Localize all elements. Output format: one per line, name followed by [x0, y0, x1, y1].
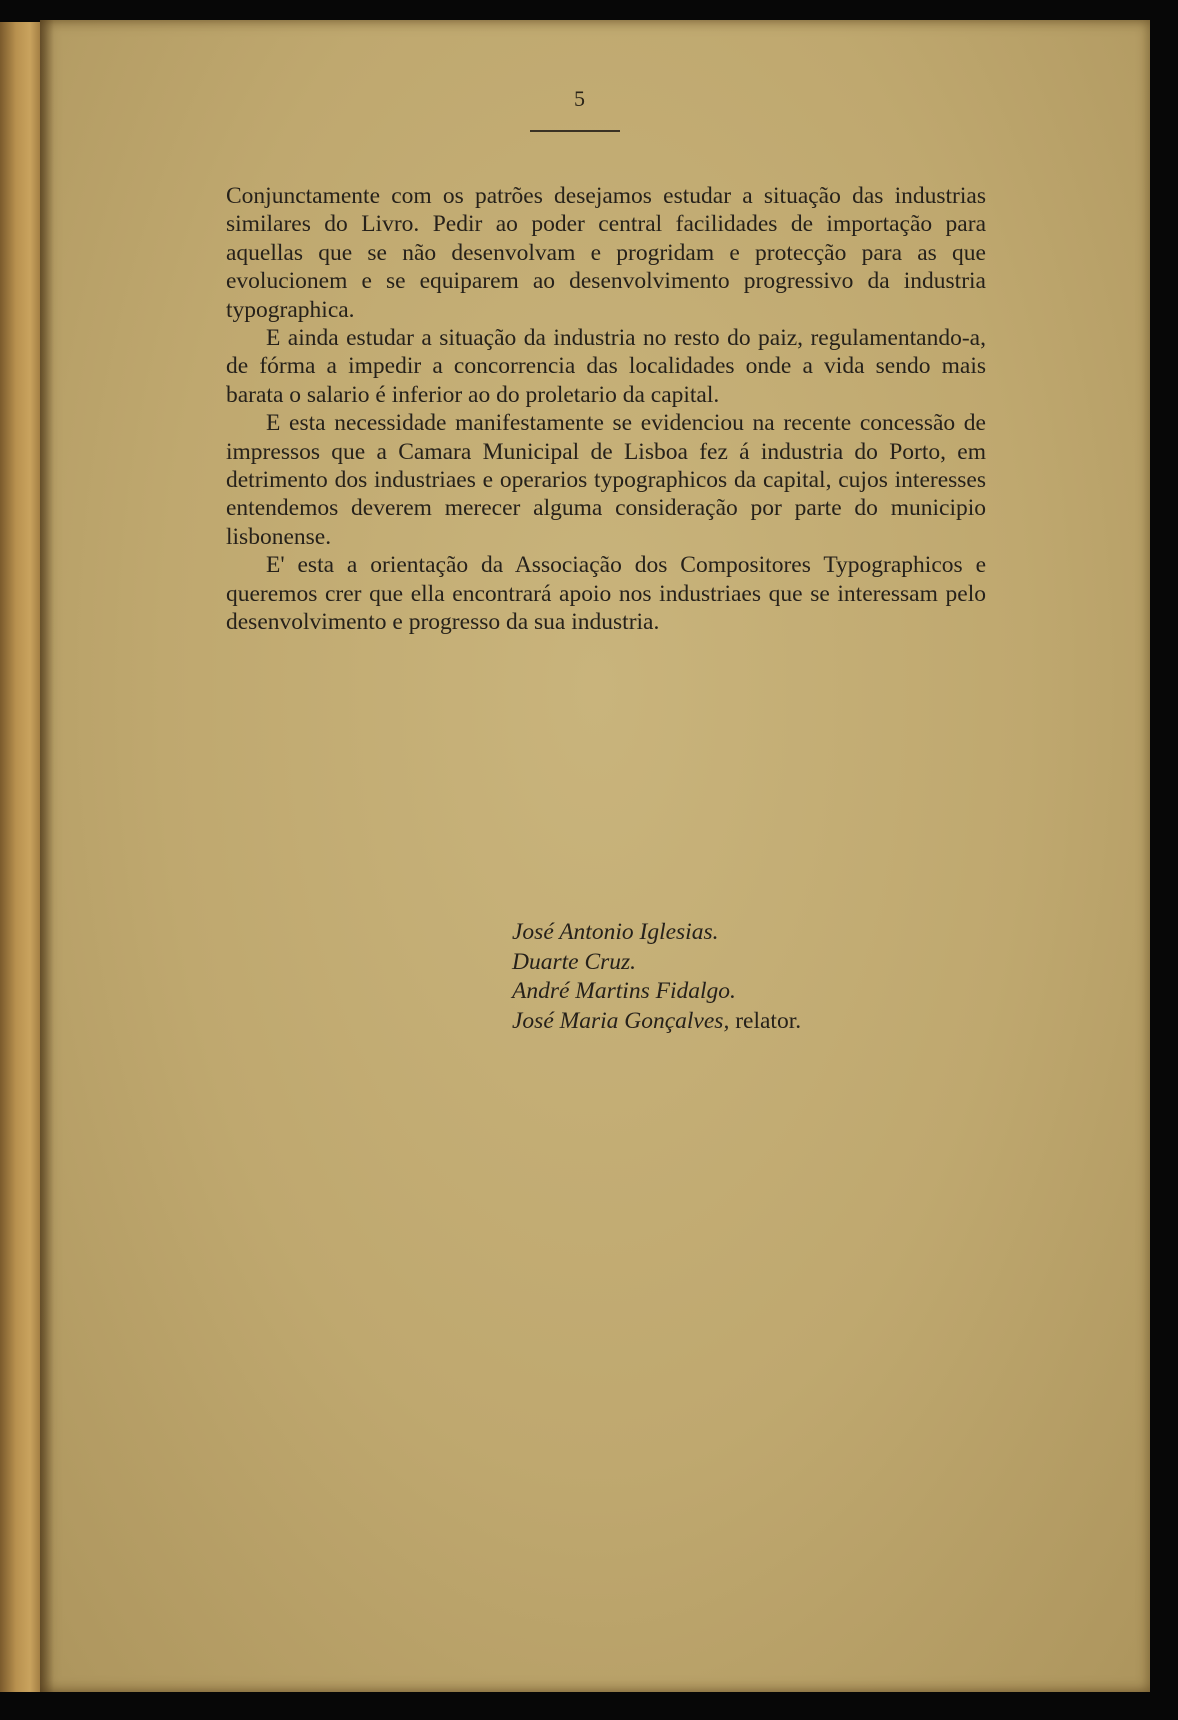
signature-line-1	[512, 918, 801, 948]
signatory-name: Duarte Cruz.	[512, 948, 637, 975]
page-fold-shadow	[40, 20, 54, 1692]
signatory-name: José Maria Gonçalves,	[512, 1007, 730, 1034]
signatory-role: relator.	[735, 1007, 802, 1034]
signature-line-4	[512, 1007, 801, 1037]
body-text	[226, 182, 986, 637]
signature-line-3	[512, 977, 801, 1007]
signature-line-2	[512, 948, 801, 978]
page-number: 5	[574, 86, 585, 111]
paragraph-3: E esta necessidade manifestamente se evidenciou na recente concessão de impressos que a Camara Municipal de Lisboa fez á industria do Porto, em detrimento dos industriaes e operarios typographicos da capital, cujos interesses entendemos deverem merecer alguma consideração por parte do municipio lisbonense.	[226, 410, 986, 550]
signature-block	[512, 918, 801, 1036]
signatory-name: José Antonio Iglesias.	[512, 919, 719, 945]
document-page	[40, 20, 1150, 1692]
page-number-rule	[530, 130, 620, 132]
signatory-name: André Martins Fidalgo.	[512, 978, 736, 1004]
paragraph-4: E' esta a orientação da Associação dos Compositores Typographicos e queremos crer que ella encontrará apoio nos industriaes que se interessam pelo desenvolvimento e progresso da sua industria.	[226, 552, 986, 636]
paragraph-2: E ainda estudar a situação da industria no resto do paiz, regulamentando-a, de fórma a impedir a concorrencia das localidades onde a vida sendo mais barata o salario é inferior ao do proletario da capital.	[226, 325, 986, 408]
paragraph-1: Conjunctamente com os patrões desejamos estudar a situação das industrias similares do Livro. Pedir ao poder central facilidades de importação para aquellas que se não desenvolvam e progridam e protecção para as que evolucionem e se equiparem ao desenvolvimento progressivo da industria typographica.	[226, 183, 986, 323]
